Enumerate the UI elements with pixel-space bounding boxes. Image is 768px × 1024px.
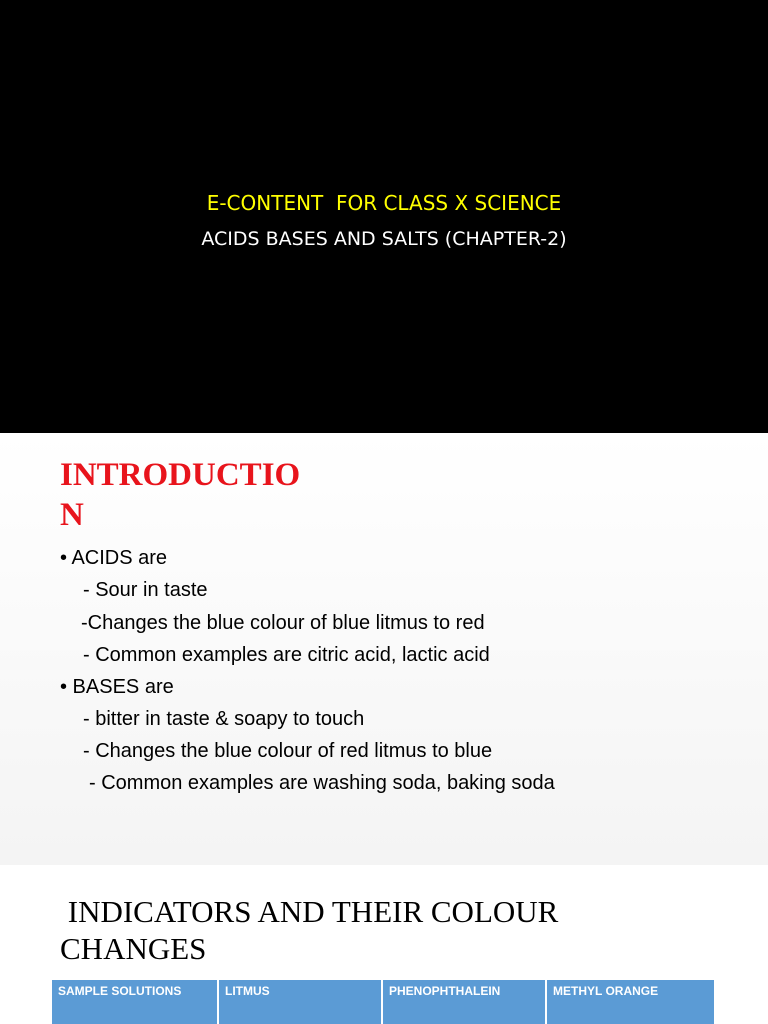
- acid-point-examples: - Common examples are citric acid, lactic acid: [83, 644, 490, 666]
- acid-point-litmus: -Changes the blue colour of blue litmus to red: [81, 612, 485, 634]
- introduction-heading: INTRODUCTION: [60, 457, 301, 533]
- chapter-title: ACIDS BASES AND SALTS (CHAPTER-2): [201, 228, 567, 250]
- header-methyl-orange: METHYL ORANGE: [547, 980, 714, 1024]
- header-phenophthalein: PHENOPHTHALEIN: [383, 980, 547, 1024]
- indicators-heading: INDICATORS AND THEIR COLOUR CHANGES: [60, 894, 567, 966]
- header-litmus: LITMUS: [219, 980, 383, 1024]
- introduction-slide: [0, 433, 768, 865]
- indicators-table-header: [52, 980, 714, 1024]
- course-title: E-CONTENT FOR CLASS X SCIENCE: [206, 191, 562, 215]
- indicators-slide: [0, 865, 768, 1024]
- base-point-examples: - Common examples are washing soda, baking soda: [89, 772, 555, 794]
- bullet-bases: • BASES are: [60, 676, 174, 698]
- acid-point-taste: - Sour in taste: [83, 579, 208, 601]
- header-sample-solutions: SAMPLE SOLUTIONS: [52, 980, 219, 1024]
- bullet-acids: • ACIDS are: [60, 547, 168, 569]
- title-slide: [0, 0, 768, 433]
- base-point-litmus: - Changes the blue colour of red litmus to blue: [83, 740, 493, 762]
- base-point-taste: - bitter in taste & soapy to touch: [83, 708, 365, 730]
